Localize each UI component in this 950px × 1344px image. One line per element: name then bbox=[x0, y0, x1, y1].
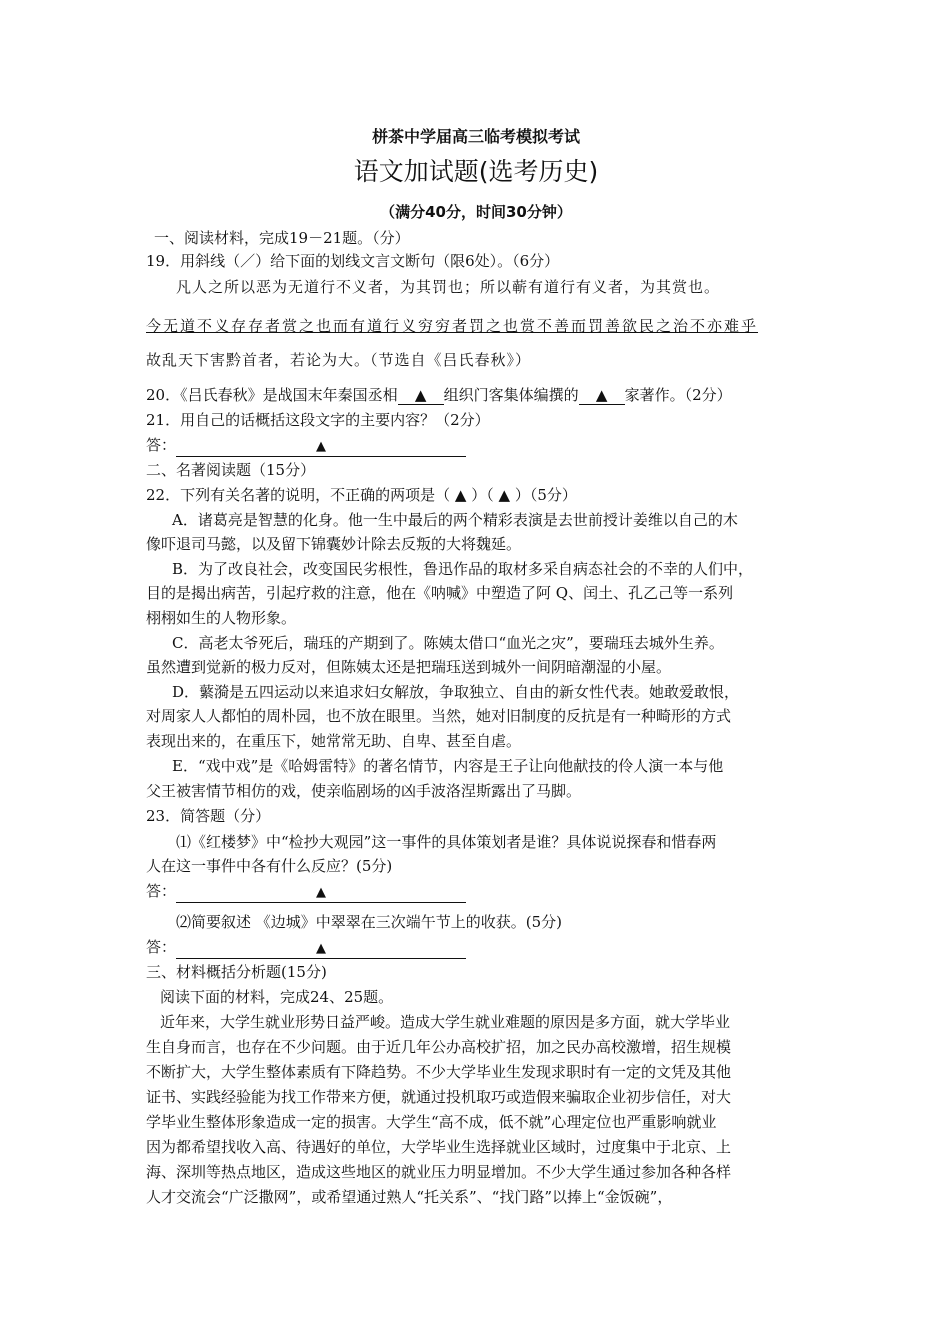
section1-heading: 一、阅读材料，完成19－21题。（分） bbox=[154, 229, 410, 247]
q23-heading: 23．简答题（分） bbox=[146, 807, 271, 825]
q19-text-line3: 故乱天下害黔首者，若论为大。（节选自《吕氏春秋》） bbox=[146, 351, 532, 369]
section2-heading: 二、名著阅读题（15分） bbox=[146, 461, 316, 479]
school-header: 栟茶中学届高三临考模拟考试 bbox=[371, 127, 580, 146]
q21-answer-line: ▲ bbox=[176, 438, 466, 457]
q23-part1-line1: ⑴《红楼梦》中“检抄大观园”这一事件的具体策划者是谁？具体说说探春和惜春两 bbox=[176, 833, 717, 851]
passage-line6: 因为都希望找收入高、待遇好的单位，大学毕业生选择就业区域时，过度集中于北京、上 bbox=[146, 1138, 732, 1156]
q22-option-c-line1: C．高老太爷死后，瑞珏的产期到了。陈姨太借口“血光之灾”，要瑞珏去城外生养。 bbox=[172, 634, 724, 652]
q22-option-a-line1: A．诸葛亮是智慧的化身。他一生中最后的两个精彩表演是去世前授计姜维以自己的木 bbox=[172, 511, 738, 529]
passage-line3: 不断扩大，大学生整体素质有下降趋势。不少大学毕业生发现求职时有一定的文凭及其他 bbox=[146, 1063, 732, 1081]
q22-option-c-line2: 虽然遭到觉新的极力反对，但陈姨太还是把瑞珏送到城外一间阴暗潮湿的小屋。 bbox=[146, 658, 672, 676]
q22-option-a-line2: 像吓退司马懿，以及留下锦囊妙计除去反叛的大将魏延。 bbox=[146, 535, 522, 553]
q23-part2: ⑵简要叙述 《边城》中翠翠在三次端午节上的收获。(5分) bbox=[176, 913, 563, 931]
q23-answer2-label: 答： bbox=[146, 938, 177, 956]
q22-mid: ）（ bbox=[471, 486, 494, 504]
q22-prompt bbox=[146, 484, 816, 506]
q19-text-line1: 凡人之所以恶为无道行不义者，为其罚也；所以蕲有道行有义者，为其赏也。 bbox=[176, 278, 721, 296]
q22-prompt-post: ）（5分） bbox=[514, 486, 577, 504]
q19-prompt: 19．用斜线（／）给下面的划线文言文断句（限6处）。（6分） bbox=[146, 252, 560, 270]
q22-option-b-line2: 目的是揭出病苦，引起疗救的注意，他在《呐喊》中塑造了阿 Q、闰土、孔乙己等一系列 bbox=[146, 584, 734, 602]
q22-option-d-line3: 表现出来的，在重压下，她常常无助、自卑、甚至自虐。 bbox=[146, 732, 522, 750]
passage-line5: 学毕业生整体形象造成一定的损害。大学生“高不成，低不就”心理定位也严重影响就业 bbox=[146, 1113, 717, 1131]
q20 bbox=[146, 384, 816, 406]
q21-answer bbox=[146, 434, 816, 457]
q19-underlined-text: 今无道不义存存者赏之也而有道行义穷穷者罚之也赏不善而罚善欲民之治不亦难乎 bbox=[146, 317, 759, 335]
q22-option-d-line1: D．蘩漪是五四运动以来追求妇女解放，争取独立、自由的新女性代表。她敢爱敢恨， bbox=[172, 683, 740, 701]
q23-part1-line2: 人在这一事件中各有什么反应？(5分) bbox=[146, 857, 393, 875]
q22-option-b-line1: B．为了改良社会，改变国民劣根性，鲁迅作品的取材多采自病态社会的不幸的人们中， bbox=[172, 560, 754, 578]
q20-part1: 20．《吕氏春秋》是战国末年秦国丞相 bbox=[146, 386, 398, 404]
q21-answer-label: 答： bbox=[146, 436, 177, 454]
q22-mark2: ▲ bbox=[498, 486, 511, 504]
q23-answer2-line: ▲ bbox=[176, 940, 466, 959]
passage-line4: 证书、实践经验能为找工作带来方便，就通过投机取巧或造假来骗取企业初步信任，对大 bbox=[146, 1088, 732, 1106]
q22-prompt-pre: 22．下列有关名著的说明，不正确的两项是（ bbox=[146, 486, 451, 504]
passage-line2: 生自身而言，也存在不少问题。由于近几年公办高校扩招，加之民办高校激增，招生规模 bbox=[146, 1038, 732, 1056]
q22-mark1: ▲ bbox=[454, 486, 467, 504]
q20-part2: 组织门客集体编撰的 bbox=[443, 386, 579, 404]
exam-title: 语文加试题(选考历史) bbox=[353, 157, 599, 186]
q23-answer2 bbox=[146, 936, 816, 959]
passage-line7: 海、深圳等热点地区，造成这些地区的就业压力明显增加。不少大学生通过参加各种各样 bbox=[146, 1163, 732, 1181]
exam-meta: （满分40分，时间30分钟） bbox=[380, 203, 572, 221]
q23-answer1 bbox=[146, 880, 816, 903]
q21-prompt: 21．用自己的话概括这段文字的主要内容？（2分） bbox=[146, 411, 490, 429]
q22-option-e-line2: 父王被害情节相仿的戏，使亲临剧场的凶手波洛涅斯露出了马脚。 bbox=[146, 782, 582, 800]
q23-answer1-line: ▲ bbox=[176, 884, 466, 903]
q22-option-e-line1: E．“戏中戏”是《哈姆雷特》的著名情节，内容是王子让向他献技的伶人演一本与他 bbox=[172, 757, 724, 775]
section3-intro: 阅读下面的材料，完成24、25题。 bbox=[160, 988, 394, 1006]
section3-heading: 三、材料概括分析题(15分) bbox=[146, 963, 327, 981]
q23-answer1-label: 答： bbox=[146, 882, 177, 900]
q20-blank1: ▲ bbox=[398, 386, 444, 405]
q22-option-d-line2: 对周家人人都怕的周朴园，也不放在眼里。当然，她对旧制度的反抗是有一种畸形的方式 bbox=[146, 707, 732, 725]
q20-blank2: ▲ bbox=[579, 386, 625, 405]
q20-part3: 家著作。（2分） bbox=[624, 386, 732, 404]
passage-line8: 人才交流会“广泛撒网”，或希望通过熟人“托关系”、“找门路”以捧上“金饭碗”， bbox=[146, 1188, 673, 1206]
q22-option-b-line3: 栩栩如生的人物形象。 bbox=[146, 609, 297, 627]
passage-line1: 近年来，大学生就业形势日益严峻。造成大学生就业难题的原因是多方面，就大学毕业 bbox=[160, 1013, 731, 1031]
